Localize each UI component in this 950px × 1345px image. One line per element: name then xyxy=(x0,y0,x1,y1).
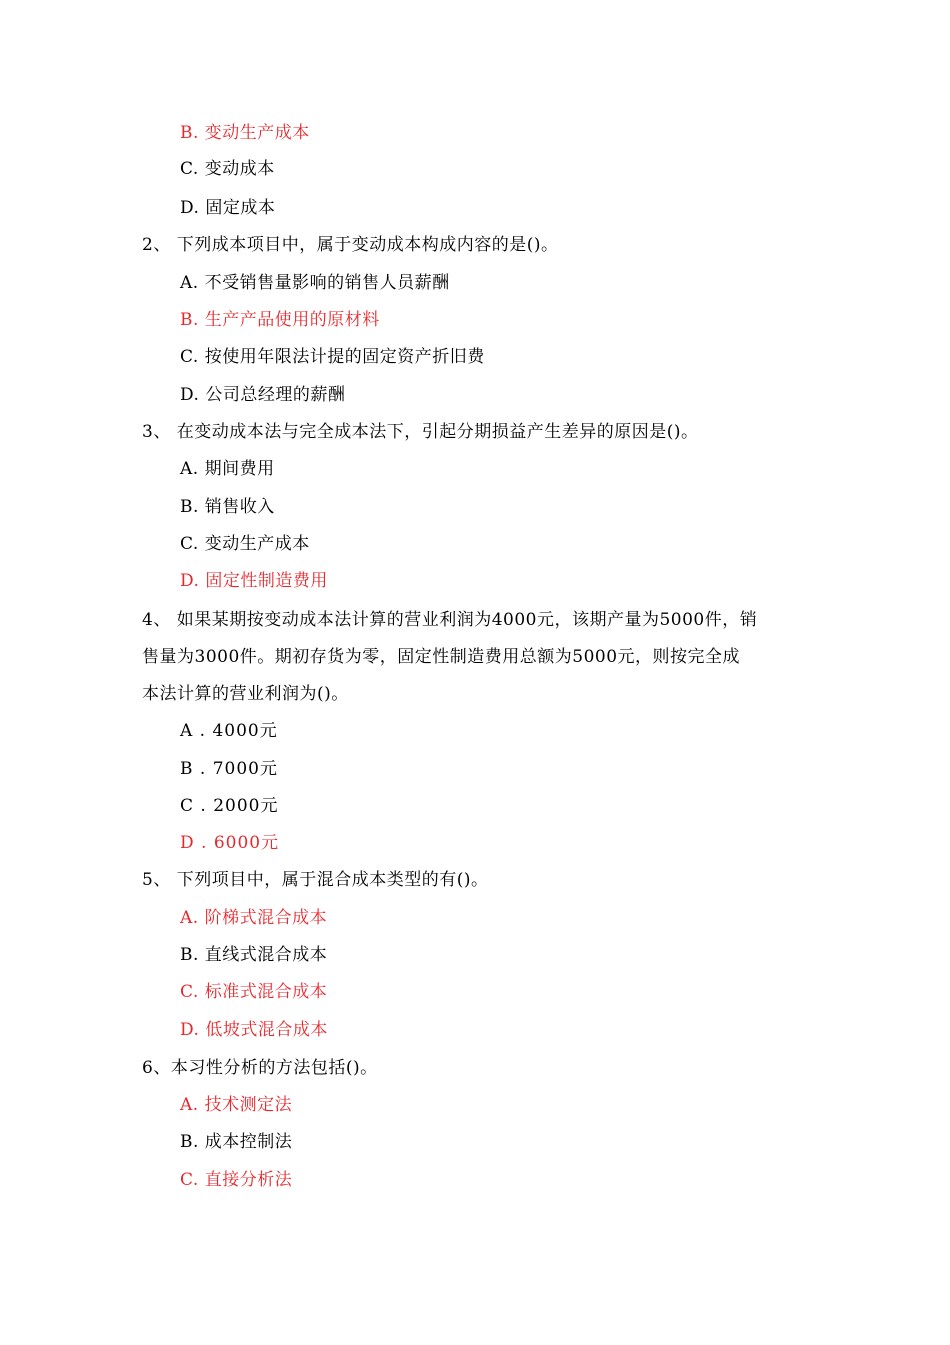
option-line: B. 成本控制法 xyxy=(180,1132,293,1152)
option-line: B . 7000元 xyxy=(180,759,278,779)
question-line: 4、 如果某期按变动成本法计算的营业利润为4000元，该期产量为5000件，销 xyxy=(142,610,758,630)
option-line: D. 低坡式混合成本 xyxy=(180,1020,328,1040)
option-line: D. 固定性制造费用 xyxy=(180,571,328,591)
option-line: D . 6000元 xyxy=(180,833,280,853)
option-line: C. 标准式混合成本 xyxy=(180,982,328,1002)
option-line: D. 固定成本 xyxy=(180,198,276,218)
question-line: 2、 下列成本项目中，属于变动成本构成内容的是()。 xyxy=(142,235,559,255)
option-line: B. 生产产品使用的原材料 xyxy=(180,310,380,330)
option-line: A. 阶梯式混合成本 xyxy=(180,908,328,928)
option-line: A . 4000元 xyxy=(180,721,278,741)
option-line: A. 技术测定法 xyxy=(180,1095,293,1115)
question-line: 售量为3000件。期初存货为零，固定性制造费用总额为5000元，则按完全成 xyxy=(142,647,741,667)
option-line: A. 不受销售量影响的销售人员薪酬 xyxy=(180,273,450,293)
option-line: C. 变动成本 xyxy=(180,159,275,179)
option-line: C. 变动生产成本 xyxy=(180,534,310,554)
option-line: A. 期间费用 xyxy=(180,459,275,479)
option-line: C. 按使用年限法计提的固定资产折旧费 xyxy=(180,347,485,367)
question-line: 6、本习性分析的方法包括()。 xyxy=(142,1058,378,1078)
question-line: 3、 在变动成本法与完全成本法下，引起分期损益产生差异的原因是()。 xyxy=(142,422,699,442)
option-line: C. 直接分析法 xyxy=(180,1170,293,1190)
option-line: B. 变动生产成本 xyxy=(180,123,310,143)
option-line: D. 公司总经理的薪酬 xyxy=(180,385,346,405)
option-line: B. 销售收入 xyxy=(180,497,275,517)
question-line: 本法计算的营业利润为()。 xyxy=(142,684,349,704)
option-line: B. 直线式混合成本 xyxy=(180,945,328,965)
question-line: 5、 下列项目中，属于混合成本类型的有()。 xyxy=(142,870,489,890)
option-line: C . 2000元 xyxy=(180,796,279,816)
